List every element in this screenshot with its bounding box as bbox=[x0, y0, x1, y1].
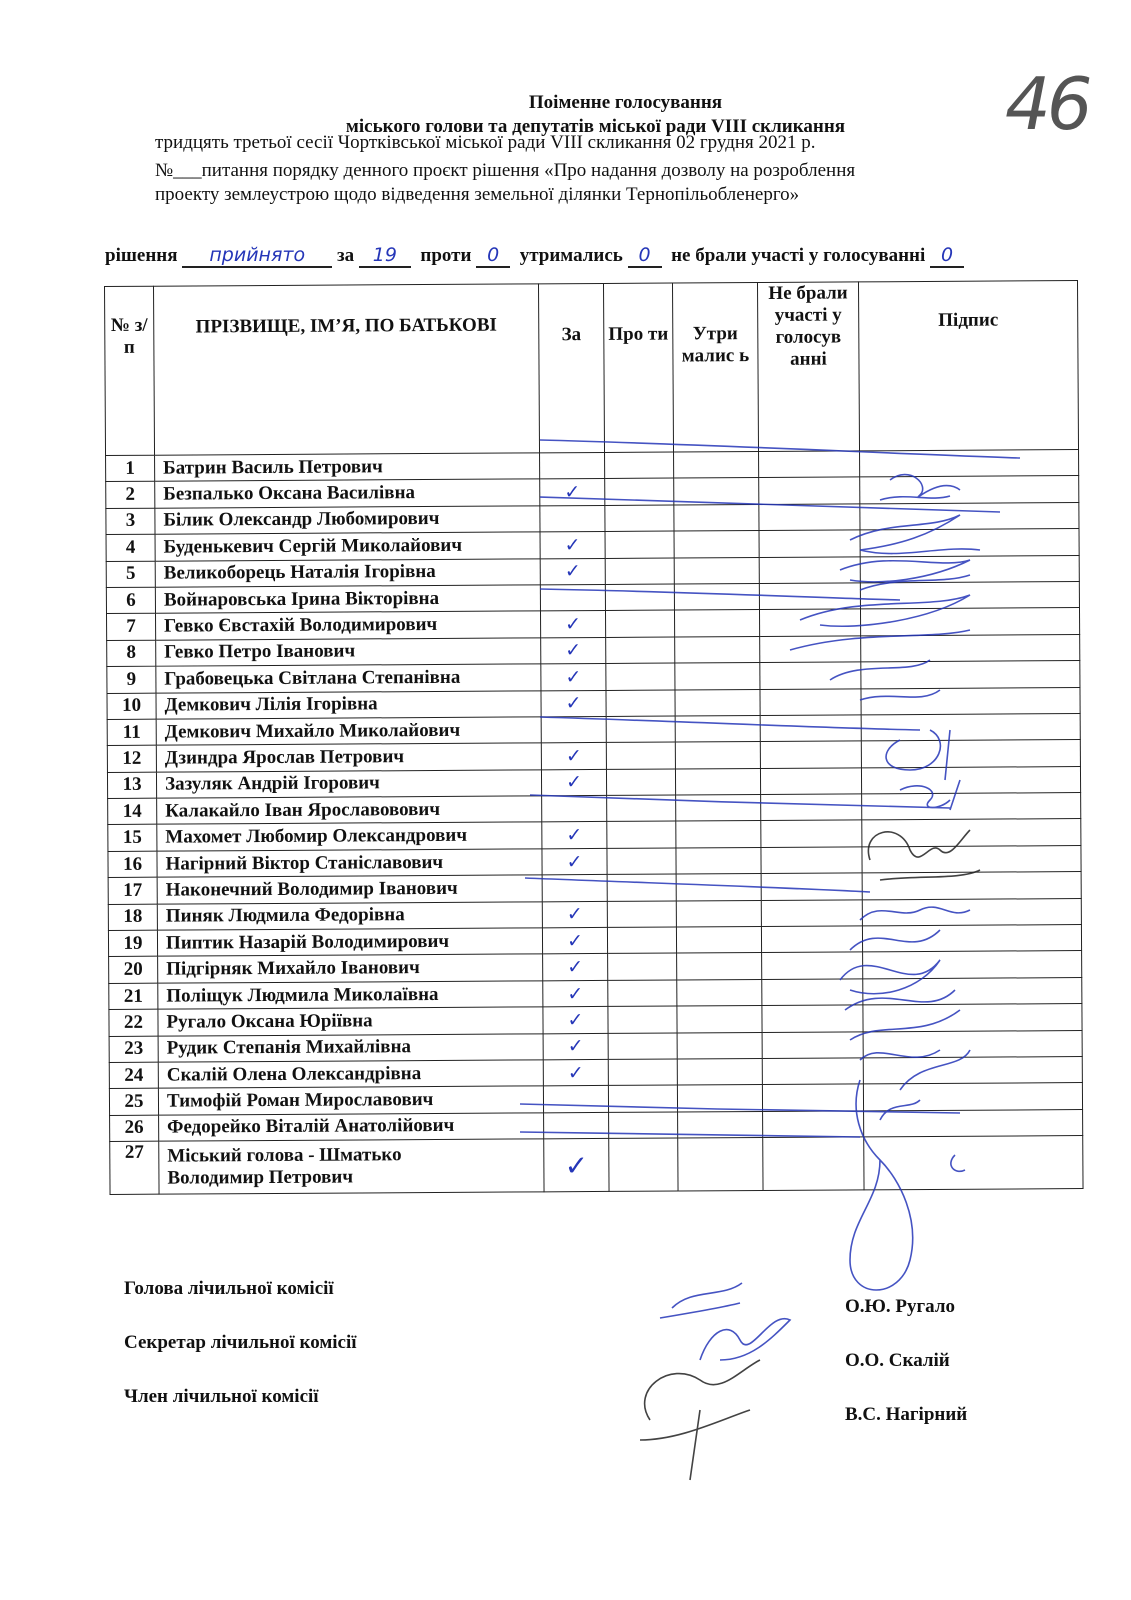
row-vote-for: ✓ bbox=[540, 558, 605, 585]
row-vote-abstained bbox=[675, 742, 760, 769]
row-vote-for bbox=[542, 875, 607, 902]
row-signature bbox=[864, 1109, 1083, 1137]
row-vote-not-voted bbox=[760, 741, 861, 768]
row-signature bbox=[860, 582, 1079, 610]
doc-title: Поіменне голосування bbox=[528, 92, 723, 113]
row-vote-against bbox=[605, 558, 674, 585]
decision-label: рішення bbox=[105, 245, 178, 266]
row-signature bbox=[863, 1030, 1082, 1058]
col-num: № з/п bbox=[105, 286, 155, 455]
row-name: Гевко Петро Іванович bbox=[156, 638, 541, 667]
row-vote-for: ✓ bbox=[541, 664, 606, 691]
row-signature bbox=[863, 1083, 1082, 1111]
row-vote-not-voted bbox=[762, 1031, 863, 1058]
footer-name-member: В.С. Нагірний bbox=[845, 1404, 968, 1425]
row-vote-for bbox=[543, 1086, 608, 1113]
row-vote-for: ✓ bbox=[541, 743, 606, 770]
footer-name-chair: О.Ю. Ругало bbox=[845, 1296, 955, 1317]
row-num: 2 bbox=[106, 482, 155, 509]
row-num: 24 bbox=[109, 1062, 158, 1089]
row-vote-against bbox=[605, 531, 674, 558]
row-vote-abstained bbox=[676, 900, 761, 927]
vote-result bbox=[105, 244, 964, 268]
row-vote-against bbox=[608, 1006, 677, 1033]
row-name: Скалій Олена Олександрівна bbox=[158, 1060, 543, 1089]
row-vote-not-voted bbox=[760, 715, 861, 742]
row-name: Білик Олександр Любомирович bbox=[155, 506, 540, 535]
row-vote-not-voted bbox=[762, 1005, 863, 1032]
body-line-3: проекту землеустрою щодо відведення земельної ділянки Тернопільобленерго» bbox=[155, 184, 800, 205]
row-vote-not-voted bbox=[759, 609, 860, 636]
row-signature bbox=[860, 555, 1079, 583]
row-name: Войнаровська Ірина Вікторівна bbox=[155, 585, 540, 614]
row-name: Грабовецька Світлана Степанівна bbox=[156, 664, 541, 693]
row-name: Махомет Любомир Олександрович bbox=[157, 822, 542, 851]
row-signature bbox=[863, 1004, 1082, 1032]
row-vote-abstained bbox=[674, 478, 759, 505]
row-signature bbox=[860, 529, 1079, 557]
row-signature bbox=[863, 951, 1082, 979]
row-vote-abstained bbox=[677, 953, 762, 980]
row-vote-abstained bbox=[674, 531, 759, 558]
row-vote-not-voted bbox=[761, 900, 862, 927]
row-vote-for: ✓ bbox=[543, 1059, 608, 1086]
not-voted-value: 0 bbox=[930, 244, 964, 268]
row-name: Безпалько Оксана Василівна bbox=[155, 479, 540, 508]
page-number: 46 bbox=[1005, 62, 1089, 146]
row-vote-for: ✓ bbox=[543, 980, 608, 1007]
col-abstained: Утри малис ь bbox=[672, 283, 758, 453]
row-vote-not-voted bbox=[762, 1058, 863, 1085]
row-num: 27 bbox=[110, 1141, 159, 1194]
for-value: 19 bbox=[359, 244, 411, 268]
row-vote-not-voted bbox=[761, 926, 862, 953]
row-vote-abstained bbox=[676, 847, 761, 874]
row-name: Поліщук Людмила Миколаївна bbox=[158, 981, 543, 1010]
row-vote-against bbox=[605, 478, 674, 505]
footer-name-secretary: О.О. Скалій bbox=[845, 1350, 950, 1371]
row-vote-against bbox=[607, 874, 676, 901]
signature-scribble bbox=[660, 1283, 742, 1318]
row-vote-for: ✓ bbox=[541, 637, 606, 664]
row-vote-for bbox=[540, 505, 605, 532]
row-num: 1 bbox=[106, 455, 155, 482]
row-vote-not-voted bbox=[759, 477, 860, 504]
row-signature bbox=[862, 872, 1081, 900]
decision-value: прийнято bbox=[182, 244, 332, 268]
row-vote-not-voted bbox=[760, 662, 861, 689]
body-line-2: №___питання порядку денного проєкт рішення «Про надання дозволу на розроблення bbox=[155, 160, 856, 181]
row-name: Батрин Василь Петрович bbox=[155, 453, 540, 482]
row-vote-not-voted bbox=[759, 530, 860, 557]
row-vote-for bbox=[540, 584, 605, 611]
row-vote-abstained bbox=[678, 1111, 763, 1138]
row-vote-abstained bbox=[676, 795, 761, 822]
row-signature bbox=[860, 502, 1079, 530]
abstained-value: 0 bbox=[628, 244, 662, 268]
row-num: 20 bbox=[109, 957, 158, 984]
row-vote-against bbox=[605, 452, 674, 479]
row-vote-not-voted bbox=[759, 583, 860, 610]
row-name: Демкович Лілія Ігорівна bbox=[156, 690, 541, 719]
col-not-voted: Не брали участі у голосув анні bbox=[757, 282, 859, 452]
row-signature bbox=[861, 713, 1080, 741]
row-name: Ругало Оксана Юріївна bbox=[158, 1007, 543, 1036]
against-value: 0 bbox=[476, 244, 510, 268]
row-num: 6 bbox=[106, 587, 155, 614]
body-line-1: тридцять третьої сесії Чортківської міської ради VIII скликання 02 грудня 2021 р. bbox=[155, 132, 816, 153]
row-vote-abstained bbox=[677, 1032, 762, 1059]
row-vote-against bbox=[607, 848, 676, 875]
row-num: 7 bbox=[107, 614, 156, 641]
row-vote-for: ✓ bbox=[542, 927, 607, 954]
footer-role-member: Член лічильної комісії bbox=[124, 1386, 319, 1407]
row-vote-not-voted bbox=[762, 979, 863, 1006]
row-vote-against bbox=[608, 1033, 677, 1060]
row-signature bbox=[864, 1136, 1083, 1190]
row-vote-for: ✓ bbox=[544, 1139, 609, 1192]
row-signature bbox=[861, 687, 1080, 715]
row-vote-for: ✓ bbox=[540, 611, 605, 638]
row-signature bbox=[861, 766, 1080, 794]
row-vote-not-voted bbox=[759, 451, 860, 478]
row-signature bbox=[863, 1057, 1082, 1085]
col-signature: Підпис bbox=[858, 281, 1078, 451]
row-num: 5 bbox=[106, 561, 155, 588]
row-vote-abstained bbox=[677, 979, 762, 1006]
row-vote-not-voted bbox=[759, 504, 860, 531]
row-vote-not-voted bbox=[763, 1111, 864, 1138]
footer-role-secretary: Секретар лічильної комісії bbox=[124, 1332, 357, 1353]
row-vote-for: ✓ bbox=[543, 1007, 608, 1034]
row-vote-against bbox=[606, 637, 675, 664]
row-vote-abstained bbox=[674, 610, 759, 637]
row-vote-not-voted bbox=[759, 556, 860, 583]
row-vote-not-voted bbox=[761, 820, 862, 847]
row-name: Великоборець Наталія Ігорівна bbox=[155, 558, 540, 587]
row-vote-against bbox=[606, 663, 675, 690]
row-vote-for: ✓ bbox=[542, 901, 607, 928]
row-vote-against bbox=[607, 821, 676, 848]
row-name: Федорейко Віталій Анатолійович bbox=[159, 1113, 544, 1142]
row-num: 19 bbox=[108, 930, 157, 957]
row-vote-against bbox=[608, 980, 677, 1007]
row-vote-against bbox=[606, 769, 675, 796]
row-signature bbox=[861, 661, 1080, 689]
row-vote-not-voted bbox=[761, 873, 862, 900]
row-vote-abstained bbox=[676, 821, 761, 848]
row-vote-for: ✓ bbox=[540, 532, 605, 559]
row-signature bbox=[862, 845, 1081, 873]
footer-role-chair: Голова лічильної комісії bbox=[124, 1278, 334, 1299]
row-vote-abstained bbox=[674, 452, 759, 479]
row-vote-abstained bbox=[674, 557, 759, 584]
row-vote-against bbox=[605, 584, 674, 611]
row-vote-against bbox=[607, 795, 676, 822]
row-name: Підгірняк Михайло Іванович bbox=[158, 954, 543, 983]
row-name: Дзиндра Ярослав Петрович bbox=[156, 743, 541, 772]
row-vote-against bbox=[606, 690, 675, 717]
row-vote-abstained bbox=[675, 689, 760, 716]
row-vote-against bbox=[605, 505, 674, 532]
row-vote-abstained bbox=[677, 1006, 762, 1033]
row-vote-for bbox=[540, 452, 605, 479]
row-num: 18 bbox=[108, 904, 157, 931]
row-name: Нагірний Віктор Станіславович bbox=[157, 849, 542, 878]
row-vote-against bbox=[609, 1138, 678, 1191]
not-voted-label: не брали участі у голосуванні bbox=[671, 245, 926, 266]
row-vote-for: ✓ bbox=[541, 769, 606, 796]
row-signature bbox=[860, 450, 1079, 478]
row-name: Буденькевич Сергій Миколайович bbox=[155, 532, 540, 561]
row-signature bbox=[861, 634, 1080, 662]
row-vote-abstained bbox=[676, 874, 761, 901]
col-for: За bbox=[538, 283, 604, 452]
row-num: 4 bbox=[106, 534, 155, 561]
row-name: Гевко Євстахій Володимирович bbox=[156, 611, 541, 640]
row-num: 17 bbox=[108, 877, 157, 904]
table-row bbox=[110, 1136, 1083, 1195]
row-signature bbox=[860, 608, 1079, 636]
row-num: 9 bbox=[107, 666, 156, 693]
row-num: 11 bbox=[107, 719, 156, 746]
row-vote-not-voted bbox=[761, 847, 862, 874]
row-name: Пиптик Назарій Володимирович bbox=[157, 928, 542, 957]
row-num: 14 bbox=[108, 798, 157, 825]
row-vote-not-voted bbox=[761, 794, 862, 821]
row-vote-not-voted bbox=[762, 1084, 863, 1111]
row-vote-abstained bbox=[675, 715, 760, 742]
row-vote-not-voted bbox=[760, 768, 861, 795]
row-vote-abstained bbox=[677, 1058, 762, 1085]
row-name: Калакайло Іван Ярославовович bbox=[157, 796, 542, 825]
row-num: 15 bbox=[108, 825, 157, 852]
row-vote-not-voted bbox=[762, 952, 863, 979]
row-num: 12 bbox=[107, 745, 156, 772]
row-vote-abstained bbox=[675, 768, 760, 795]
row-vote-against bbox=[605, 610, 674, 637]
row-name: Зазуляк Андрій Ігорович bbox=[156, 770, 541, 799]
row-signature bbox=[861, 740, 1080, 768]
row-vote-abstained bbox=[674, 583, 759, 610]
row-signature bbox=[860, 476, 1079, 504]
row-vote-for: ✓ bbox=[541, 690, 606, 717]
signature-scribble bbox=[700, 1319, 790, 1360]
row-vote-abstained bbox=[674, 504, 759, 531]
voting-table bbox=[104, 280, 1084, 1195]
row-vote-abstained bbox=[675, 636, 760, 663]
row-signature bbox=[862, 793, 1081, 821]
row-signature bbox=[862, 925, 1081, 953]
row-vote-for: ✓ bbox=[542, 848, 607, 875]
against-label: проти bbox=[420, 245, 472, 266]
row-vote-for: ✓ bbox=[542, 822, 607, 849]
row-num: 21 bbox=[109, 983, 158, 1010]
row-signature bbox=[863, 977, 1082, 1005]
row-vote-against bbox=[606, 716, 675, 743]
row-name: Рудик Степанія Михайлівна bbox=[158, 1033, 543, 1062]
signature-scribble bbox=[640, 1360, 760, 1480]
row-num: 16 bbox=[108, 851, 157, 878]
row-vote-for: ✓ bbox=[540, 479, 605, 506]
col-name: ПРІЗВИЩЕ, ІМ’Я, ПО БАТЬКОВІ bbox=[154, 284, 540, 455]
row-vote-against bbox=[609, 1112, 678, 1139]
row-vote-against bbox=[607, 901, 676, 928]
row-vote-abstained bbox=[677, 1085, 762, 1112]
row-vote-for bbox=[542, 796, 607, 823]
row-num: 13 bbox=[107, 772, 156, 799]
row-name: Наконечний Володимир Іванович bbox=[157, 875, 542, 904]
row-vote-not-voted bbox=[760, 636, 861, 663]
row-vote-not-voted bbox=[763, 1137, 864, 1191]
row-num: 22 bbox=[109, 1009, 158, 1036]
col-against: Про ти bbox=[603, 283, 673, 452]
row-vote-for: ✓ bbox=[543, 1033, 608, 1060]
row-vote-against bbox=[606, 742, 675, 769]
row-num: 8 bbox=[107, 640, 156, 667]
doc-subtitle: міського голови та депутатів міської ради VIII скликання bbox=[345, 116, 846, 137]
row-vote-against bbox=[607, 927, 676, 954]
row-name: Тимофій Роман Мирославович bbox=[158, 1086, 543, 1115]
row-signature bbox=[862, 898, 1081, 926]
row-vote-against bbox=[608, 953, 677, 980]
row-vote-abstained bbox=[675, 663, 760, 690]
row-vote-for: ✓ bbox=[543, 954, 608, 981]
row-name: Міський голова - Шматько Володимир Петрович bbox=[159, 1139, 544, 1194]
row-name: Пиняк Людмила Федорівна bbox=[157, 901, 542, 930]
row-num: 23 bbox=[109, 1036, 158, 1063]
row-vote-for bbox=[541, 716, 606, 743]
row-num: 26 bbox=[110, 1115, 159, 1142]
row-signature bbox=[862, 819, 1081, 847]
row-name: Демкович Михайло Миколайович bbox=[156, 717, 541, 746]
row-vote-abstained bbox=[676, 927, 761, 954]
row-vote-against bbox=[608, 1059, 677, 1086]
abstained-label: утримались bbox=[519, 245, 623, 266]
row-num: 25 bbox=[109, 1089, 158, 1116]
row-vote-against bbox=[608, 1085, 677, 1112]
row-vote-for bbox=[544, 1112, 609, 1139]
row-vote-abstained bbox=[678, 1138, 763, 1192]
row-num: 3 bbox=[106, 508, 155, 535]
row-num: 10 bbox=[107, 693, 156, 720]
row-vote-not-voted bbox=[760, 688, 861, 715]
for-label: за bbox=[337, 245, 355, 266]
